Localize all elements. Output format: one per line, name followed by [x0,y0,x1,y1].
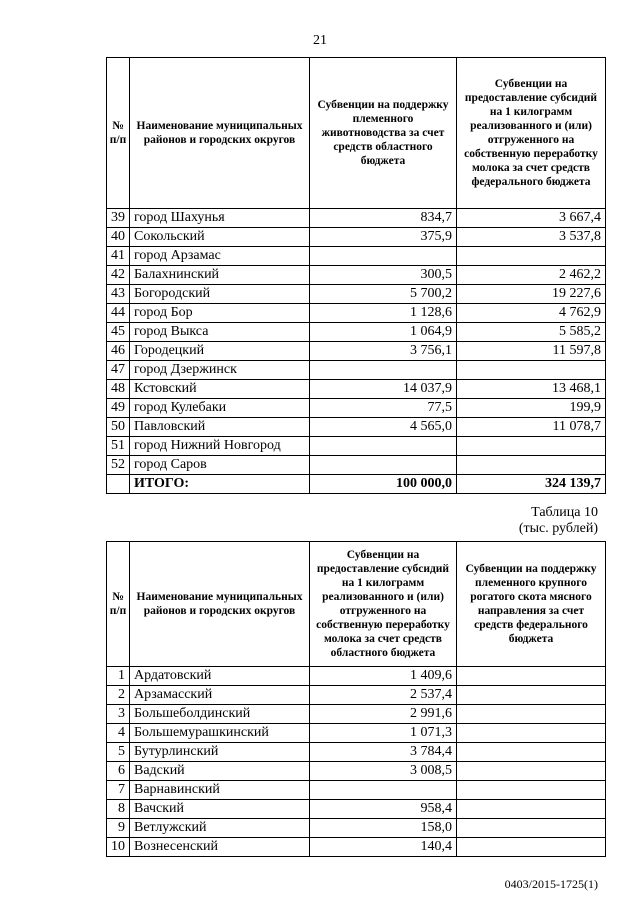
total-col1: 100 000,0 [310,475,457,494]
row-name: Вадский [130,762,310,781]
row-value-1: 3 784,4 [310,743,457,762]
row-value-2 [457,743,606,762]
total-row [107,475,606,494]
table-row [107,285,606,304]
table-row [107,724,606,743]
table-row [107,266,606,285]
row-number: 9 [107,819,130,838]
total-col2: 324 139,7 [457,475,606,494]
row-name: Богородский [130,285,310,304]
row-name: Балахнинский [130,266,310,285]
row-value-1: 1 128,6 [310,304,457,323]
row-value-1 [310,437,457,456]
table-row [107,342,606,361]
row-name: Бутурлинский [130,743,310,762]
table-row [107,743,606,762]
subsidies-table-continued [106,57,606,494]
row-value-1: 300,5 [310,266,457,285]
header-col2: Субвенции на поддержку племенного крупного рогатого скота мясного направления за счет средств федерального бюджета [457,542,606,667]
row-name: Варнавинский [130,781,310,800]
row-number: 41 [107,247,130,266]
row-name: Большеболдинский [130,705,310,724]
row-value-2 [457,781,606,800]
table-caption-units: (тыс. рублей) [518,521,598,536]
row-value-2 [457,667,606,686]
table-row [107,418,606,437]
row-number: 7 [107,781,130,800]
header-number: № п/п [107,542,130,667]
row-number: 2 [107,686,130,705]
row-value-1: 2 991,6 [310,705,457,724]
row-name: город Арзамас [130,247,310,266]
table-row [107,667,606,686]
row-value-1 [310,361,457,380]
table-row [107,838,606,857]
row-name: Кстовский [130,380,310,399]
row-value-1: 77,5 [310,399,457,418]
row-number: 43 [107,285,130,304]
row-value-1: 834,7 [310,209,457,228]
row-value-1: 140,4 [310,838,457,857]
row-number: 50 [107,418,130,437]
table-row [107,456,606,475]
table-caption-title: Таблица 10 [531,505,598,520]
header-name: Наименование муниципальных районов и городских округов [130,542,310,667]
row-value-1: 1 409,6 [310,667,457,686]
header-number: № п/п [107,58,130,209]
header-col1: Субвенции на поддержку племенного животноводства за счет средств областного бюджета [310,58,457,209]
row-number: 52 [107,456,130,475]
row-name: Вачский [130,800,310,819]
row-number: 51 [107,437,130,456]
header-name: Наименование муниципальных районов и городских округов [130,58,310,209]
row-number: 1 [107,667,130,686]
row-name: город Нижний Новгород [130,437,310,456]
row-value-2: 3 537,8 [457,228,606,247]
row-number: 3 [107,705,130,724]
row-value-1 [310,456,457,475]
row-number: 47 [107,361,130,380]
row-value-1 [310,247,457,266]
row-value-2 [457,456,606,475]
row-value-2 [457,361,606,380]
row-number: 49 [107,399,130,418]
row-number: 48 [107,380,130,399]
row-value-1: 1 071,3 [310,724,457,743]
table-row [107,247,606,266]
row-value-1: 3 756,1 [310,342,457,361]
row-value-2: 11 078,7 [457,418,606,437]
row-value-2: 199,9 [457,399,606,418]
row-name: Вознесенский [130,838,310,857]
table-row [107,361,606,380]
row-value-1: 2 537,4 [310,686,457,705]
row-value-2 [457,838,606,857]
row-value-2 [457,247,606,266]
row-value-1: 14 037,9 [310,380,457,399]
row-value-2: 19 227,6 [457,285,606,304]
table-row [107,800,606,819]
row-name: город Дзержинск [130,361,310,380]
row-name: Сокольский [130,228,310,247]
table-row [107,781,606,800]
row-value-2 [457,800,606,819]
table-row [107,228,606,247]
row-number: 44 [107,304,130,323]
row-value-2: 2 462,2 [457,266,606,285]
table-row [107,380,606,399]
row-number: 40 [107,228,130,247]
row-number: 5 [107,743,130,762]
row-value-1: 375,9 [310,228,457,247]
table-row [107,437,606,456]
row-value-1 [310,781,457,800]
total-label: ИТОГО: [130,475,310,494]
row-value-1: 158,0 [310,819,457,838]
row-value-1: 5 700,2 [310,285,457,304]
row-value-2 [457,819,606,838]
row-number: 10 [107,838,130,857]
row-number: 6 [107,762,130,781]
row-name: Ардатовский [130,667,310,686]
table2-header-row [107,542,606,667]
row-value-2 [457,437,606,456]
row-number: 45 [107,323,130,342]
row-name: Большемурашкинский [130,724,310,743]
row-value-1: 3 008,5 [310,762,457,781]
header-col2: Субвенции на предоставление субсидий на 1 килограмм реализованного и (или) отгруженного на собственную переработку молока за счет средств федерального бюджета [457,58,606,209]
row-name: Городецкий [130,342,310,361]
row-value-1: 4 565,0 [310,418,457,437]
table-row [107,686,606,705]
row-value-2 [457,705,606,724]
header-col1: Субвенции на предоставление субсидий на 1 килограмм реализованного и (или) отгруженного на собственную переработку молока за счет средств областного бюджета [310,542,457,667]
document-code: 0403/2015-1725(1) [504,877,598,891]
table-row [107,399,606,418]
row-name: город Шахунья [130,209,310,228]
row-name: Павловский [130,418,310,437]
row-name: город Кулебаки [130,399,310,418]
page-number: 21 [313,33,327,48]
row-name: Ветлужский [130,819,310,838]
table-row [107,304,606,323]
row-value-2 [457,724,606,743]
row-name: город Саров [130,456,310,475]
row-value-2: 3 667,4 [457,209,606,228]
row-value-2: 13 468,1 [457,380,606,399]
row-value-2: 11 597,8 [457,342,606,361]
table-row [107,762,606,781]
row-value-2: 5 585,2 [457,323,606,342]
row-value-2 [457,686,606,705]
row-number: 39 [107,209,130,228]
table-row [107,323,606,342]
row-value-1: 1 064,9 [310,323,457,342]
table-row [107,705,606,724]
row-value-2 [457,762,606,781]
row-number: 46 [107,342,130,361]
row-name: город Выкса [130,323,310,342]
row-name: Арзамасский [130,686,310,705]
table-row [107,819,606,838]
row-value-1: 958,4 [310,800,457,819]
row-number: 42 [107,266,130,285]
table-10 [106,541,606,857]
row-value-2: 4 762,9 [457,304,606,323]
table1-header-row [107,58,606,209]
row-number: 8 [107,800,130,819]
row-number: 4 [107,724,130,743]
row-name: город Бор [130,304,310,323]
table-row [107,209,606,228]
